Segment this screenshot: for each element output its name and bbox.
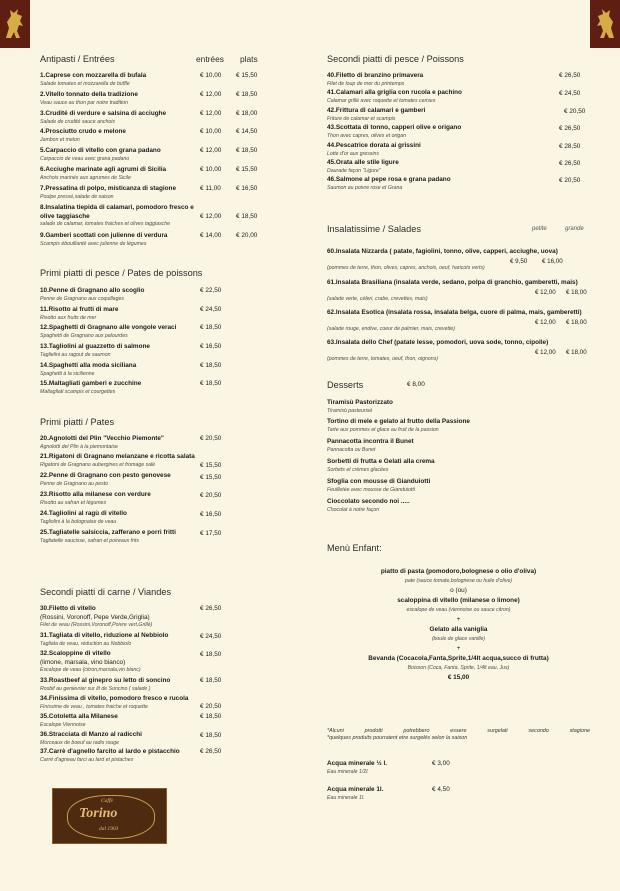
menu-item: 60.Insalata Nizzarda ( patate, fagiolini, tonno, olive, capperi, acciughe, uova) € 9,50 € 16,00 (pommes de terre, thon, olives, capres, anchois, oeuf, haricots verts)	[327, 248, 563, 271]
menu-item: Sfoglia con mousse di Gianduiotti Feuilletée avec mousse de Gianduiotti	[327, 478, 431, 493]
menu-item: 9.Gamberi scottati con julienne di verdura Scampis ébouillanté avec julienne de légumes € 14,00 € 20,00	[40, 232, 258, 247]
menu-item: 4.Prosciutto crudo e melone Jambon et melon € 10,00 € 14,50	[40, 128, 258, 143]
menu-item: 41.Calamari alla griglia con rucola e pachino Calamar grillé avec roquette et tomates cerises € 24,50	[327, 89, 581, 104]
section-title-desserts: Desserts	[327, 380, 364, 390]
rampant-bull-icon	[2, 4, 28, 42]
menu-enfant-block: piatto di pasta (pomodoro,bolognese o olio d'oliva) pate (sauce tomate,bolognese ou huile d'olive) o (ou) scaloppina di vitello (milanese o limone) escalope de veau (viennoise ou sauce citron) + Gelato alla vaniglia (boule de glace vanille) + Bevanda (Cocacola,Fanta,Sprite,1/4lt acqua,succo di frutta) Boisson (Coca, Fanta, Sprite, 1/4lt eau, Jus) € 15,00	[368, 568, 549, 681]
menu-item: 62.Insalata Esotica (insalata rossa, insalata belga, cuore di palma, mais, gamberetti) € 12,00 € 18,00 (salade rouge, endive, coeur de palmier, mais, crevette)	[327, 309, 587, 332]
menu-item: 5.Carpaccio di vitello con grana padano Carpaccio de veau avec grana padano € 12,00 € 18,50	[40, 147, 258, 162]
menu-item: 30.Filetto di vitello (Rossini, Voronoff, Pepe Verde,Griglia) Filet de veau (Rossini,Voronoff,Poivre vert,Grillé) € 26,50	[40, 605, 222, 629]
corner-emblem-right	[590, 0, 620, 48]
corner-emblem-left	[0, 0, 30, 48]
menu-item: 15.Maltagliati gamberi e zucchine Maltagliati scampis et courgettes € 18,50	[40, 380, 222, 395]
menu-item: 23.Risotto alla milanese con verdure Risotto au safran et légumes € 20,50	[40, 491, 222, 506]
menu-item: 11.Risotto ai frutti di mare Risotto aux fruits de mer € 24,50	[40, 306, 222, 321]
section-title-menu-enfant: Menù Enfant:	[327, 543, 382, 553]
section-title-secondi-pesce: Secondi piatti di pesce / Poissons	[327, 54, 464, 64]
section-title-antipasti: Antipasti / Entrées	[40, 54, 115, 64]
section-title-secondi-carne: Secondi piatti di carne / Viandes	[40, 587, 172, 597]
menu-item: 12.Spaghetti di Gragnano alle vongole veraci Spaghetti de Gragnano aux palourdes € 18,50	[40, 324, 222, 339]
menu-item: 42.Frittura di calamari e gamberi Friture de calamar et scampis € 20,50	[327, 107, 586, 122]
menu-item: Sorbetti di frutta e Gelati alla crema Sorbets et crèmes glacées	[327, 458, 435, 473]
desserts-price: € 8,00	[407, 381, 425, 388]
menu-item: 35.Cotoletta alla Milanese Escalope Viennoise € 18,50	[40, 713, 222, 728]
column-header-entrees: entrées	[196, 54, 224, 64]
menu-item: 46.Salmone al pepe rosa e grana padano Saumon au poivre rose et Grana € 20,50	[327, 176, 581, 191]
menu-item: 21.Rigatoni di Gragnano melanzane e ricotta salata Rigatoni de Gragnano aubergines et fromage salé € 15,50	[40, 453, 222, 469]
rampant-bull-icon	[592, 4, 618, 42]
menu-item: 6.Acciughe marinate agli agrumi di Sicilia Anchois marinés aux agrumes de Sicile € 10,00 € 15,50	[40, 166, 258, 181]
menu-item: 34.Finissima di vitello, pomodoro fresco e rucola Finissime de veau , tomates fraiche et roquette € 20,50	[40, 695, 222, 710]
section-title-primi: Primi piatti / Pates	[40, 417, 115, 427]
menu-item: 24.Tagliolini al ragù di vitello Tagliolini à la bolognaise de veau € 16,50	[40, 510, 222, 525]
menu-item: 2.Vitello tonnato della tradizione Veau sauce au thon par notre tradition € 12,00 € 18,50	[40, 91, 258, 106]
menu-item: 45.Orata alle stile ligure Daurade façon "Ligure" € 26,50	[327, 159, 581, 174]
frozen-note-it: *Alcuni prodotti potrebbero essere surgelati secondo stagione	[327, 728, 590, 734]
menu-item: 13.Tagliolini al guazzetto di salmone Taglielini au ragout de saumon € 16,50	[40, 343, 222, 358]
menu-item: 22.Penne di Gragnano con pesto genovese Penne de Gragnano au pesto € 15,50	[40, 472, 222, 487]
menu-item: 33.Roastbeef al ginepro su letto di soncino Rosbif au genievrier sur lit de Soncino ( salade ) € 18,50	[40, 677, 222, 692]
menu-item: 63.Insalata dello Chef (patate lesse, pomodori, uova sode, tonno, cipolle) € 12,00 € 18,00 (pommes de terre, tomates, oeuf, thon, oignons)	[327, 339, 587, 362]
section-title-primi-pesce: Primi piatti di pesce / Pates de poissons	[40, 268, 203, 278]
column-header-grande: grande	[565, 226, 584, 232]
menu-item: 31.Tagliata di vitello, riduzione al Nebbiolo Tagliata de veau, réduction au Nebbiolo € 24,50	[40, 632, 222, 647]
menu-item: Pannacotta incontra il Bunet Pannacotta ou Bunet	[327, 438, 414, 453]
menu-item: Acqua minerale 1l. Eau minerale 1l. € 4,50	[327, 786, 450, 801]
column-header-petite: petite	[532, 226, 547, 232]
menu-item: 37.Carrè d'agnello farcito al lardo e pistacchio Carré d'agneau farci au lard et pistaches € 26,50	[40, 748, 222, 763]
column-header-plats: plats	[240, 54, 258, 64]
menu-item: 8.Insalatina tiepida di calamari, pomodoro fresco e olive taggiasche salade de calamar, tomates fraiches et olives taggiasche € 12,00 € 18,50	[40, 204, 258, 228]
frozen-note-fr: *quelques produits pourraient etre surgelés selon la saison	[327, 735, 468, 741]
menu-item: 36.Stracciata di Manzo al radicchi Morceaux de boeuf au radis rouge € 18,50	[40, 731, 222, 746]
menu-item: 40.Filetto di branzino primavera Filet de loup de mer du printemps € 26,50	[327, 72, 581, 87]
menu-item: 61.Insalata Brasiliana (insalata verde, sedano, polpa di granchio, gamberetti, mais) € 12,00 € 18,00 (salade verte, céleri, crabe, crevettes, mais)	[327, 279, 587, 302]
menu-item: 1.Caprese con mozzarella di bufala Salade tomates et mozzarella de buffle € 10,00 € 15,50	[40, 72, 258, 87]
menu-item: 14.Spaghetti alla moda siciliana Spaghetti à la sicilienne € 18,50	[40, 362, 222, 377]
menu-item: 44.Pescatrice dorata ai grissini Lotte d'or aux gressins € 28,50	[327, 142, 581, 157]
menu-item: 3.Crudité di verdure e salsina di acciughe Salade de crudité sauce anchois € 12,00 € 18,00	[40, 110, 258, 125]
menu-item: 25.Tagliatelle salsiccia, zafferano e porri fritti Tagliatelle saucisse, safran et poireaux frits € 17,50	[40, 529, 222, 544]
menu-item: Acqua minerale ½ l. Eau minerale 1/2l. € 3,00	[327, 760, 450, 775]
menu-item: Tiramisù Pastorizzato Tiramisù pasteurisé	[327, 399, 393, 414]
caffe-torino-logo: Caffè Torino dal 1903	[52, 788, 167, 844]
menu-item: 43.Scottata di tonno, capperi olive e origano Thon avec capres, olives et origan € 26,50	[327, 124, 581, 139]
menu-item: 32.Scaloppine di vitello (limone, marsala, vino bianco) Escalope de veau (citron,marsala,vin blanc) € 18,50	[40, 650, 222, 674]
menu-item: Tortino di mele e gelato al frutto della Passione Tarte aux pommes et glace au fruit de la passion	[327, 418, 470, 433]
menu-item: 10.Penne di Gragnano allo scoglio Penne de Gragnano aux coquillages € 22,50	[40, 287, 222, 302]
menu-item: 7.Pressatina di polpo, misticanza di stagione Poulpe pressé,salade de saison € 11,00 € 16,50	[40, 185, 258, 200]
section-title-insalate: Insalatissime / Salades	[327, 224, 421, 234]
menu-item: Cioccolato secondo noi ..... Chocolat à notre façon	[327, 498, 410, 513]
menu-item: 20.Agnolotti del Plin "Vecchio Piemonte" Agnolotti del Plin à la piemontaise € 20,50	[40, 435, 222, 450]
